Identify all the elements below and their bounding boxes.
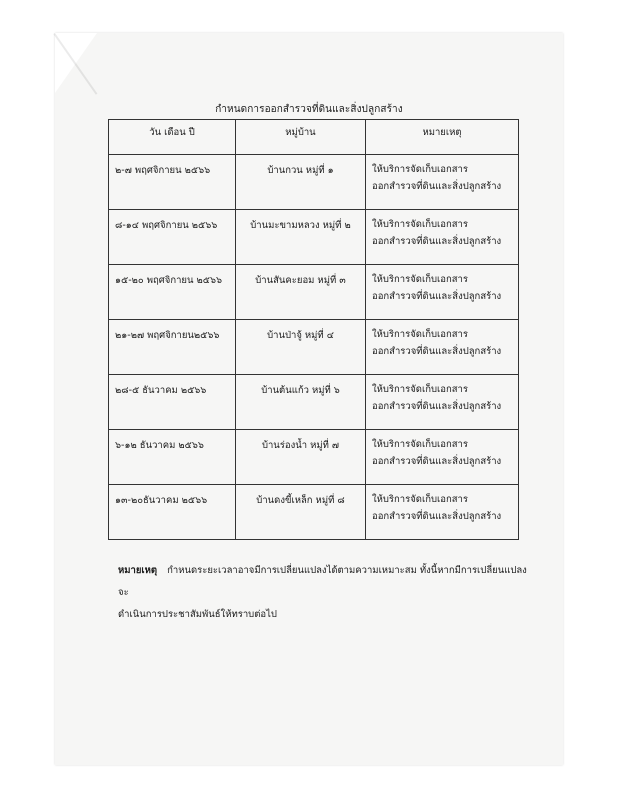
cell-date xyxy=(109,155,236,210)
remark-text xyxy=(366,320,518,360)
remark-line-1: ให้บริการจัดเก็บเอกสาร xyxy=(372,164,468,175)
cell-remark xyxy=(366,320,519,375)
remark-text xyxy=(366,155,518,195)
cell-remark xyxy=(366,265,519,320)
cell-date xyxy=(109,375,236,430)
remark-line-1: ให้บริการจัดเก็บเอกสาร xyxy=(372,384,468,395)
village-text: บ้านป่าจู้ หมู่ที่ ๔ xyxy=(267,330,334,341)
cell-remark xyxy=(366,430,519,485)
date-text: ๒๘-๕ ธันวาคม ๒๕๖๖ xyxy=(115,385,207,396)
header-date: วัน เดือน ปี xyxy=(109,120,236,155)
cell-date xyxy=(109,485,236,540)
table-header-row xyxy=(109,120,519,155)
date-text: ๒-๗ พฤศจิกายน ๒๕๖๖ xyxy=(115,165,211,176)
remark-line-1: ให้บริการจัดเก็บเอกสาร xyxy=(372,219,468,230)
footnote-line-2: ดำเนินการประชาสัมพันธ์ให้ทราบต่อไป xyxy=(118,609,277,620)
remark-line-2: ออกสำรวจที่ดินและสิ่งปลูกสร้าง xyxy=(372,456,502,467)
cell-village xyxy=(236,265,366,320)
remark-text xyxy=(366,430,518,470)
remark-line-2: ออกสำรวจที่ดินและสิ่งปลูกสร้าง xyxy=(372,346,502,357)
table-row xyxy=(109,320,519,375)
cell-date xyxy=(109,320,236,375)
cell-date xyxy=(109,265,236,320)
cell-remark xyxy=(366,210,519,265)
table-row xyxy=(109,485,519,540)
village-text: บ้านดงขี้เหล็ก หมู่ที่ ๘ xyxy=(256,495,345,506)
cell-remark xyxy=(366,485,519,540)
remark-text xyxy=(366,265,518,305)
remark-text xyxy=(366,485,518,525)
cell-remark xyxy=(366,375,519,430)
remark-line-1: ให้บริการจัดเก็บเอกสาร xyxy=(372,439,468,450)
cell-village xyxy=(236,210,366,265)
village-text: บ้านร่องน้ำ หมู่ที่ ๗ xyxy=(261,440,340,451)
header-village: หมู่บ้าน xyxy=(236,120,366,155)
table-row xyxy=(109,265,519,320)
village-text: บ้านสันคะยอม หมู่ที่ ๓ xyxy=(255,275,346,286)
village-text: บ้านต้นแก้ว หมู่ที่ ๖ xyxy=(261,385,340,396)
date-text: ๑๕-๒๐ พฤศจิกายน ๒๕๖๖ xyxy=(115,275,223,286)
remark-line-1: ให้บริการจัดเก็บเอกสาร xyxy=(372,329,468,340)
schedule-table xyxy=(108,119,519,540)
date-text: ๘-๑๔ พฤศจิกายน ๒๕๖๖ xyxy=(115,220,218,231)
village-text: บ้านกวน หมู่ที่ ๑ xyxy=(267,165,334,176)
remark-line-2: ออกสำรวจที่ดินและสิ่งปลูกสร้าง xyxy=(372,236,502,247)
remark-line-1: ให้บริการจัดเก็บเอกสาร xyxy=(372,274,468,285)
remark-text xyxy=(366,375,518,415)
remark-line-2: ออกสำรวจที่ดินและสิ่งปลูกสร้าง xyxy=(372,181,502,192)
table-row xyxy=(109,430,519,485)
cell-village xyxy=(236,155,366,210)
remark-line-2: ออกสำรวจที่ดินและสิ่งปลูกสร้าง xyxy=(372,291,502,302)
table-row xyxy=(109,155,519,210)
table-row xyxy=(109,210,519,265)
footnote-line-1: กำหนดระยะเวลาอาจมีการเปลี่ยนแปลงได้ตามความเหมาะสม ทั้งนี้หากมีการเปลี่ยนแปลงจะ xyxy=(118,565,527,598)
cell-village xyxy=(236,375,366,430)
cell-village xyxy=(236,430,366,485)
document-title: กำหนดการออกสำรวจที่ดินและสิ่งปลูกสร้าง xyxy=(215,104,403,115)
cell-date xyxy=(109,210,236,265)
date-text: ๖-๑๒ ธันวาคม ๒๕๖๖ xyxy=(115,440,204,451)
cell-remark xyxy=(366,155,519,210)
cell-date xyxy=(109,430,236,485)
remark-line-2: ออกสำรวจที่ดินและสิ่งปลูกสร้าง xyxy=(372,511,502,522)
header-remark: หมายเหตุ xyxy=(366,120,519,155)
remark-line-2: ออกสำรวจที่ดินและสิ่งปลูกสร้าง xyxy=(372,401,502,412)
cell-village xyxy=(236,485,366,540)
date-text: ๒๑-๒๗ พฤศจิกายน๒๕๖๖ xyxy=(115,330,220,341)
village-text: บ้านมะขามหลวง หมู่ที่ ๒ xyxy=(250,220,351,231)
table-row xyxy=(109,375,519,430)
footnote-label: หมายเหตุ xyxy=(118,565,158,576)
remark-text xyxy=(366,210,518,250)
remark-line-1: ให้บริการจัดเก็บเอกสาร xyxy=(372,494,468,505)
cell-village xyxy=(236,320,366,375)
footnote xyxy=(118,560,528,626)
date-text: ๑๓-๒๐ธันวาคม ๒๕๖๖ xyxy=(115,495,208,506)
